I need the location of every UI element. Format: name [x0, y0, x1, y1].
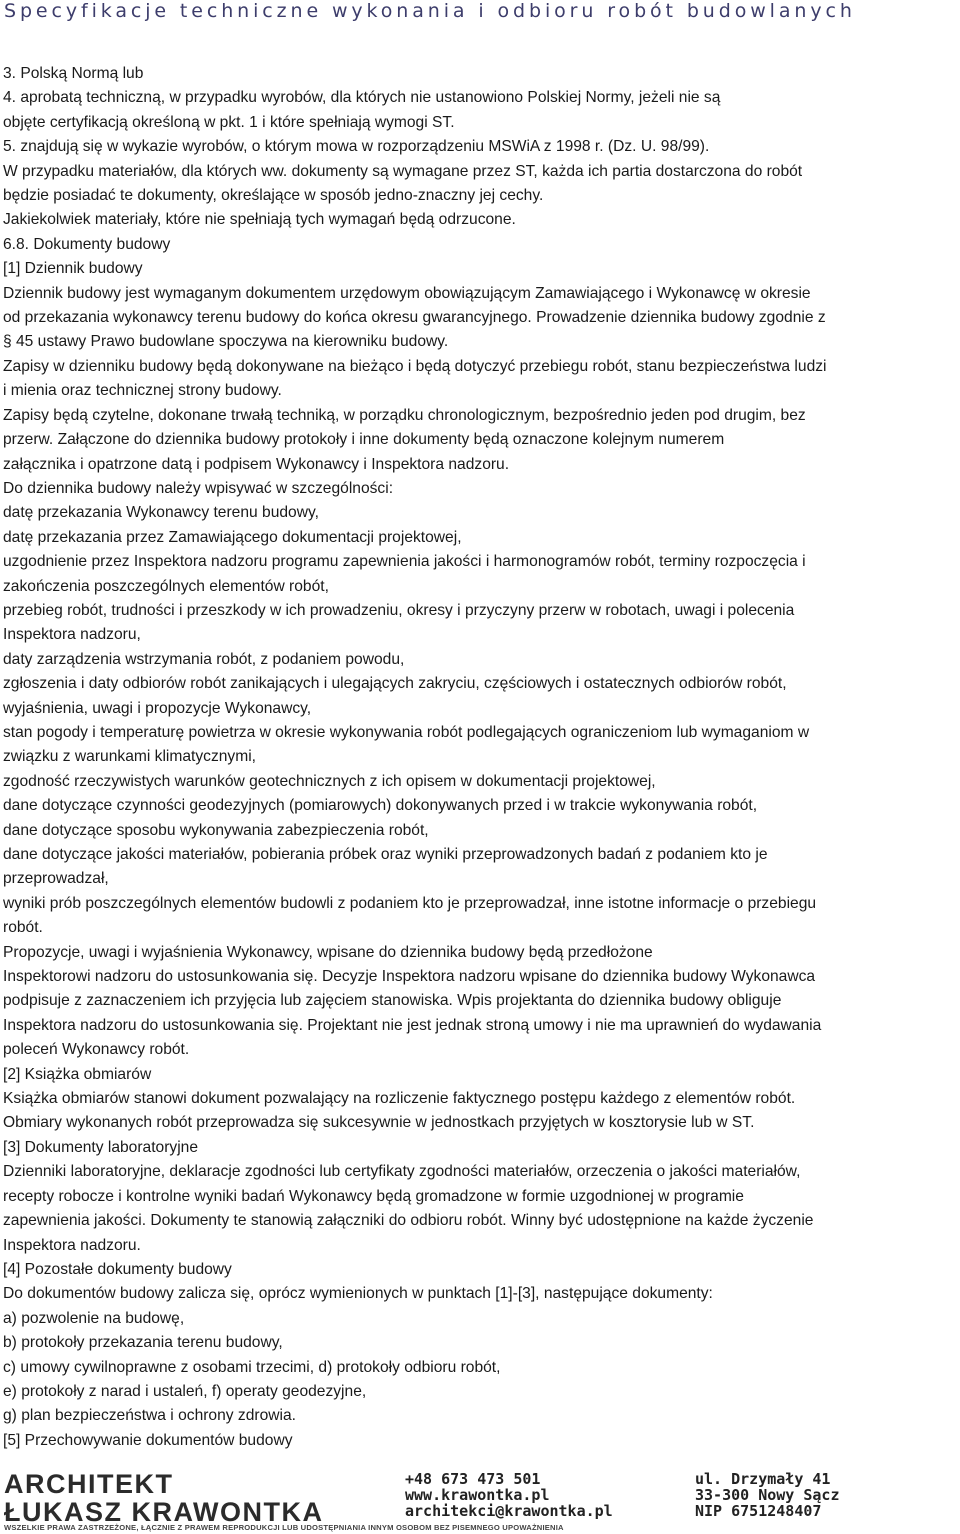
text-line: [1] Dziennik budowy [3, 260, 143, 278]
text-line: stan pogody i temperaturę powietrza w okresie wykonywania robót podlegających ograniczeniom lub wymaganiom w [3, 723, 810, 741]
text-line: [3] Dokumenty laboratoryjne [3, 1138, 199, 1156]
phone-number: +48 673 473 501 [405, 1470, 541, 1488]
footer [0, 1467, 960, 1534]
text-line: 5. znajdują się w wykazie wyrobów, o którym mowa w rozporządzeniu MSWiA z 1998 r. (Dz. U. 98/99). [3, 138, 710, 156]
text-line: 6.8. Dokumenty budowy [3, 235, 171, 253]
text-line: recepty robocze i kontrolne wyniki badań Wykonawcy będą gromadzone w formie uzgodnionej w programie [3, 1187, 744, 1205]
text-line: poleceń Wykonawcy robót. [3, 1041, 190, 1059]
text-line: objęte certyfikacją określoną w pkt. 1 i które spełniają wymogi ST. [3, 113, 455, 131]
text-line: załącznika i opatrzone datą i podpisem Wykonawcy i Inspektora nadzoru. [3, 455, 510, 473]
street-address: ul. Drzymały 41 [695, 1470, 831, 1488]
contact-column-address [695, 1471, 840, 1519]
text-line: zapewnienia jakości. Dokumenty te stanowią załączniki do odbioru robót. Winny być udostępnione na każde życzenie [3, 1212, 814, 1230]
text-line: e) protokoły z narad i ustaleń, f) operaty geodezyjne, [3, 1382, 367, 1400]
text-line: W przypadku materiałów, dla których ww. dokumenty są wymagane przez ST, każda ich partia dostarczona do robót [3, 162, 803, 180]
copyright-note: WSZELKIE PRAWA ZASTRZEŻONE, ŁĄCZNIE Z PRAWEM REPRODUKCJI LUB UDOSTĘPNIANIA INNYM OSOBOM BEZ PISEMNEGO UPOWAŻNIENIA [4, 1523, 564, 1532]
document-body [3, 62, 958, 1453]
text-line: § 45 ustawy Prawo budowlane spoczywa na kierowniku budowy. [3, 333, 449, 351]
text-line: zgodność rzeczywistych warunków geotechnicznych z ich opisem w dokumentacji projektowej, [3, 772, 656, 790]
text-line: [2] Książka obmiarów [3, 1065, 152, 1083]
text-line: przerw. Załączone do dziennika budowy protokoły i inne dokumenty będą oznaczone kolejnym numerem [3, 431, 725, 449]
text-line: podpisuje z zaznaczeniem ich przyjęcia lub zajęciem stanowiska. Wpis projektanta do dziennika budowy obliguje [3, 992, 782, 1010]
email-link[interactable]: architekci@krawontka.pl [405, 1502, 613, 1520]
text-line: daty zarządzenia wstrzymania robót, z podaniem powodu, [3, 650, 405, 668]
text-line: Książka obmiarów stanowi dokument pozwalający na rozliczenie faktycznego postępu każdego z elementów robót. [3, 1090, 796, 1108]
text-line: datę przekazania przez Zamawiającego dokumentacji projektowej, [3, 528, 462, 546]
text-line: Zapisy będą czytelne, dokonane trwałą techniką, w porządku chronologicznym, bezpośrednio jeden pod drugim, bez [3, 406, 806, 424]
text-line: 4. aprobatą techniczną, w przypadku wyrobów, dla których nie ustanowiono Polskiej Normy, jeżeli nie są [3, 89, 721, 107]
text-line: c) umowy cywilnoprawne z osobami trzecimi, d) protokoły odbioru robót, [3, 1358, 501, 1376]
text-line: związku z warunkami klimatycznymi, [3, 748, 257, 766]
text-line: Inspektora nadzoru, [3, 626, 141, 644]
page-header-title: Specyfikacje techniczne wykonania i odbioru robót budowlanych [4, 0, 856, 22]
text-line: i mienia oraz technicznej strony budowy. [3, 382, 282, 400]
text-line: Inspektora nadzoru. [3, 1236, 141, 1254]
nip-number: NIP 6751248407 [695, 1502, 822, 1520]
text-line: b) protokoły przekazania terenu budowy, [3, 1334, 283, 1352]
text-line: przeprowadzał, [3, 870, 109, 888]
text-line: [4] Pozostałe dokumenty budowy [3, 1260, 232, 1278]
text-line: Obmiary wykonanych robót przeprowadza się sukcesywnie w jednostkach przyjętych w kosztorysie lub w ST. [3, 1114, 755, 1132]
text-line: g) plan bezpieczeństwa i ochrony zdrowia. [3, 1407, 296, 1425]
text-line: dane dotyczące sposobu wykonywania zabezpieczenia robót, [3, 821, 429, 839]
text-line: 3. Polską Normą lub [3, 65, 144, 82]
text-line: wyjaśnienia, uwagi i propozycje Wykonawcy, [3, 699, 312, 717]
architect-logo [4, 1471, 323, 1527]
text-line: datę przekazania Wykonawcy terenu budowy, [3, 504, 319, 522]
text-line: [5] Przechowywanie dokumentów budowy [3, 1431, 293, 1449]
text-line: zakończenia poszczególnych elementów robót, [3, 577, 329, 595]
text-line: uzgodnienie przez Inspektora nadzoru programu zapewnienia jakości i harmonogramów robót, terminy rozpoczęcia i [3, 553, 806, 571]
text-line: będzie posiadać te dokumenty, określające w sposób jedno-znaczny jej cechy. [3, 187, 544, 205]
contact-column-online [405, 1471, 613, 1519]
text-line: Do dokumentów budowy zalicza się, oprócz wymienionych w punktach [1]-[3], następujące dokumenty: [3, 1285, 713, 1303]
text-line: robót. [3, 919, 43, 937]
text-line: Zapisy w dzienniku budowy będą dokonywane na bieżąco i będą dotyczyć przebiegu robót, stanu bezpieczeństwa ludzi [3, 357, 827, 375]
website-link[interactable]: www.krawontka.pl [405, 1486, 550, 1504]
text-line: dane dotyczące jakości materiałów, pobierania próbek oraz wyniki przeprowadzonych badań z podaniem kto je [3, 846, 768, 863]
logo-line-name: ŁUKASZ KRAWONTKA [4, 1497, 324, 1527]
text-line: Dziennik budowy jest wymaganym dokumentem urzędowym obowiązującym Zamawiającego i Wykonawcę w okresie [3, 284, 811, 302]
text-line: od przekazania wykonawcy terenu budowy do końca okresu gwarancyjnego. Prowadzenie dziennika budowy zgodnie z [3, 309, 826, 327]
text-line: a) pozwolenie na budowę, [3, 1309, 185, 1327]
text-line: Propozycje, uwagi i wyjaśnienia Wykonawcy, wpisane do dziennika budowy będą przedłożone [3, 943, 653, 961]
text-line: zgłoszenia i daty odbiorów robót zanikających i ulegających zakryciu, częściowych i ostatecznych odbiorów robót, [3, 675, 787, 693]
text-line: wyniki prób poszczególnych elementów budowli z podaniem kto je przeprowadzał, inne istotne informacje o przebiegu [3, 894, 817, 912]
text-line: przebieg robót, trudności i przeszkody w ich prowadzeniu, okresy i przyczyny przerw w robotach, uwagi i polecenia [3, 601, 795, 619]
logo-line-architekt: ARCHITEKT [4, 1469, 174, 1499]
text-line: Inspektora nadzoru do ustosunkowania się. Projektant nie jest jednak stroną umowy i nie ma uprawnień do wydawania [3, 1016, 822, 1034]
text-line: dane dotyczące czynności geodezyjnych (pomiarowych) dokonywanych przed i w trakcie wykonywania robót, [3, 797, 758, 815]
text-line: Jakiekolwiek materiały, które nie spełniają tych wymagań będą odrzucone. [3, 211, 516, 229]
text-line: Do dziennika budowy należy wpisywać w szczególności: [3, 479, 394, 497]
city-address: 33-300 Nowy Sącz [695, 1486, 840, 1504]
text-line: Inspektorowi nadzoru do ustosunkowania się. Decyzje Inspektora nadzoru wpisane do dziennika budowy Wykonawca [3, 968, 816, 986]
text-line: Dzienniki laboratoryjne, deklaracje zgodności lub certyfikaty zgodności materiałów, orzeczenia o jakości materiałów, [3, 1163, 801, 1181]
